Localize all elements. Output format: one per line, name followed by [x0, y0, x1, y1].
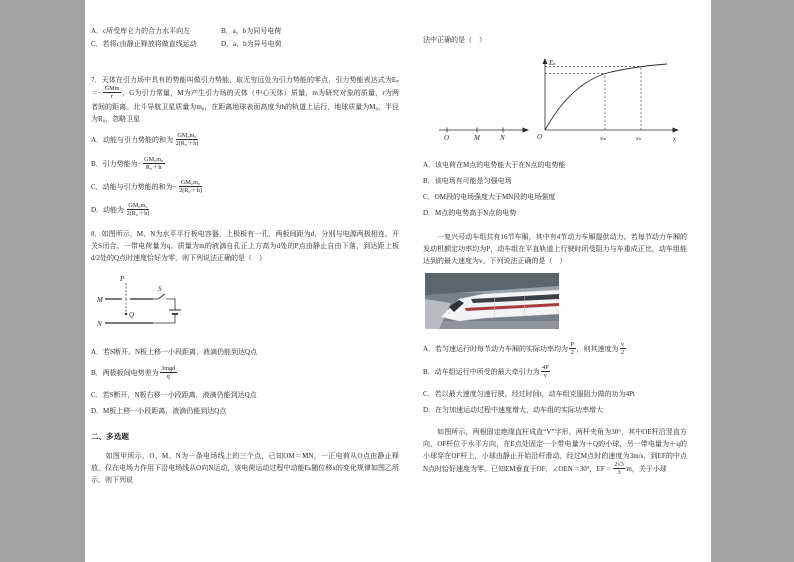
fraction-denominator: 2 [570, 349, 574, 357]
q10-option-b [423, 365, 687, 380]
q11-text-1: 如图所示，两根固定绝缘直杆成直“V”字形，两杆夹角为30°，其中OE杆沿竖直方向，OF杆位于水平方向，在E点处固定一个 [423, 427, 687, 448]
q6-option-b: B．a、b为同号电荷 [221, 27, 282, 35]
y-axis-arrowhead [543, 58, 548, 64]
switch-blade [158, 294, 165, 299]
q7-option-b-fraction [143, 156, 165, 171]
q10-option-a-text1: A．若匀速运行时每节动力车厢的实际功率均为 [423, 345, 569, 354]
q9-stem-continued: 法中正确的是（ ） [423, 36, 486, 44]
train-photo [425, 273, 559, 329]
wire-top-2 [166, 299, 175, 310]
capacitor-circuit-diagram [95, 272, 187, 336]
q9-stem: 如图甲所示，O、M、N为一条电场线上的三个点，已知OM＝MN，一正电荷从O点由静止释放，仅在电场力作用下沿电场线从O向N运动，该电荷运动过程中动能Eₖ随位移x的变化规律如图乙所示，则下列说 [91, 451, 399, 484]
q10-option-a-text2: ，则其速度为 [576, 345, 619, 354]
fraction-numerator: P [570, 341, 575, 348]
q10-option-a-fraction2 [620, 341, 626, 356]
fraction-denominator: 2(R₀＋h) [175, 140, 199, 148]
q7-text-post: ，G为引力常量，M为产生引力场的天体（中心天体）质量，m为研究对象的质量，r为两者间的距离。北斗导航卫星质量为m₀，在距离地球表面高度为h的轨道上运行，地球质量为M₀，半径为R₀，忽略卫星 [91, 89, 399, 124]
q8-option-b [91, 366, 399, 381]
fraction-numerator: v [621, 341, 625, 348]
label-P: P [120, 275, 125, 284]
q10-stem: 一复兴号动车组共有16节车厢，其中有4节动力车厢提供动力。若每节动力车厢的发动机额定功率均为P，动车组在平直轨道上行驶时所受阻力与车重成正比，动车组能达到的最大速度为v。下列说法正确的是（ ） [423, 233, 687, 265]
label-Ek-axis: Eₖ [549, 59, 556, 67]
label-O-fieldline: O [444, 134, 450, 142]
q8-option-a: A．若S断开，N板上移一小段距离，液滴仍能到达Q点 [91, 348, 258, 357]
q7-option-a-text: A．动能与引力势能的和为 [91, 136, 174, 145]
q7-formula-lhs: Eₚ＝− [91, 76, 399, 98]
field-line-and-energy-graph [435, 54, 685, 150]
q7-option-b-text: B．引力势能为− [91, 159, 142, 168]
q9-option-b: B．该电场有可能是匀强电场 [423, 177, 512, 185]
fraction-denominator: r [110, 93, 114, 101]
label-xn: xₙ [636, 136, 642, 142]
wire-bottom [153, 314, 175, 323]
fraction-denominator: 2(R₀＋h) [126, 210, 150, 218]
fraction-denominator: R₀＋h [145, 163, 162, 171]
q7-option-d-fraction [125, 202, 151, 217]
label-x-axis: x [673, 135, 677, 143]
q8-option-b-fraction [160, 365, 177, 380]
fraction-numerator: GM₀m₀ [180, 178, 201, 186]
fraction-denominator: v [543, 372, 547, 380]
q6-option-d: D．a、b为异号电荷 [221, 40, 282, 48]
fraction-numerator: 4P [542, 364, 549, 372]
q9-option-a: A．该电荷在M点的电势能大于在N点的电势能 [423, 161, 566, 169]
kinetic-energy-curve [545, 64, 667, 130]
right-column [423, 26, 687, 486]
label-M: M [97, 296, 103, 305]
q8-option-b-text: B．两极板间电势差为 [91, 369, 159, 378]
fraction-numerator: GM₀m₀ [128, 202, 148, 209]
label-N: N [97, 320, 102, 329]
q7-option-d-text: D．动能为 [91, 206, 125, 215]
fraction-denominator: 2 [621, 349, 625, 357]
track-area [425, 321, 559, 329]
q11-text-4: m，关于小球 [626, 464, 667, 473]
q7-option-a [91, 133, 399, 148]
q10-option-b-text: B．动车组运行中所受的最大牵引力为 [423, 368, 540, 377]
fraction-numerator: 3mgd [161, 365, 176, 373]
q11-stem [423, 426, 687, 477]
two-column-layout [91, 26, 699, 486]
label-N-fieldline: N [500, 134, 505, 142]
q7-formula-fraction [103, 85, 121, 100]
q10-option-a-fraction1 [569, 341, 575, 356]
q11-text-2: 带电量为＋Q的小球，另一带电量为＋q的小球穿在OF杆上，小球由静止开始沿杆滑动，经过M点时的速度为 [423, 439, 687, 460]
fraction-denominator: q [166, 373, 170, 381]
label-Q: Q [129, 311, 135, 320]
label-origin: O [537, 133, 543, 141]
exam-document-page [85, 0, 711, 562]
q7-option-c [91, 180, 399, 195]
section-title-multichoice: 二、多选题 [91, 431, 129, 441]
q8-circuit-figure [95, 272, 399, 341]
q11-fraction [613, 461, 626, 476]
fraction-denominator: 3 [617, 468, 621, 476]
q7-option-d [91, 203, 399, 218]
q11-text-3: 3m/s，到EF的中点N点时恰好速度为零。已知EM垂直于OF，∠OEN＝30°，EF＝ [423, 451, 687, 473]
label-M-fieldline: M [474, 134, 480, 142]
q9-figure [435, 54, 687, 155]
fraction-numerator: 2√3 [614, 460, 624, 468]
q10-option-d: D．在匀加速运动过程中速度增大，动车组的实际功率增大 [423, 405, 604, 414]
q7-option-c-text: C．动能与引力势能的和为− [91, 182, 177, 191]
q10-option-b-fraction [541, 364, 551, 379]
point-Q-dot [125, 313, 127, 315]
q6-option-a: A．c所受库仑力的合力水平向左 [91, 27, 191, 35]
q7-stem [91, 74, 399, 125]
q10-train-figure [425, 273, 687, 334]
train-headlight [448, 312, 450, 314]
fraction-numerator: GM₀m₀ [177, 132, 197, 140]
q7-option-c-fraction [178, 179, 204, 194]
fraction-numerator: GMm [104, 85, 120, 92]
left-column [91, 26, 399, 486]
q10-option-c: C．若以最大速度匀速行驶，经过时间t，动车组克服阻力做的功为4Pt [423, 389, 635, 398]
q7-option-a-fraction [174, 132, 200, 147]
q8-option-d: D．M板上移一小段距离，液滴仍能到达Q点 [91, 406, 227, 415]
q6-options-block [91, 26, 399, 50]
q10-option-a [423, 342, 687, 357]
fraction-numerator: GM₀m₀ [144, 155, 164, 163]
x-axis-arrowhead [673, 128, 680, 133]
q8-option-c: C．若S断开，N板右移一小段距离，液滴仍能到达Q点 [91, 390, 257, 399]
field-line-arrowhead [523, 128, 530, 133]
fraction-denominator: 2(R₀＋h) [179, 186, 202, 194]
q6-option-c: C．若将c由静止释放将做直线运动 [91, 40, 197, 48]
q8-stem: 8．如图所示，M、N为水平平行板电容器，上极板有一孔，两板间距为d，分别与电源两极相连，开关S闭合。一带电荷量为q、质量为m的液滴自孔正上方高为d处的P点由静止自由下落，到达距上板d/2处的Q点时速度恰好为零，则下列说法正确的是（ ） [91, 230, 399, 263]
q7-option-b [91, 157, 399, 172]
q7-text-pre: 7．天体在引力场中具有的势能叫做引力势能，取无穷远处为引力势能的零点，引力势能表达式为 [91, 76, 392, 84]
q9-option-c: C．OM段的电场强度大于MN段的电场强度 [423, 193, 556, 201]
label-S: S [158, 285, 162, 294]
label-xm: xₘ [600, 136, 607, 142]
q9-option-d: D．M点的电势高于N点的电势 [423, 209, 517, 217]
